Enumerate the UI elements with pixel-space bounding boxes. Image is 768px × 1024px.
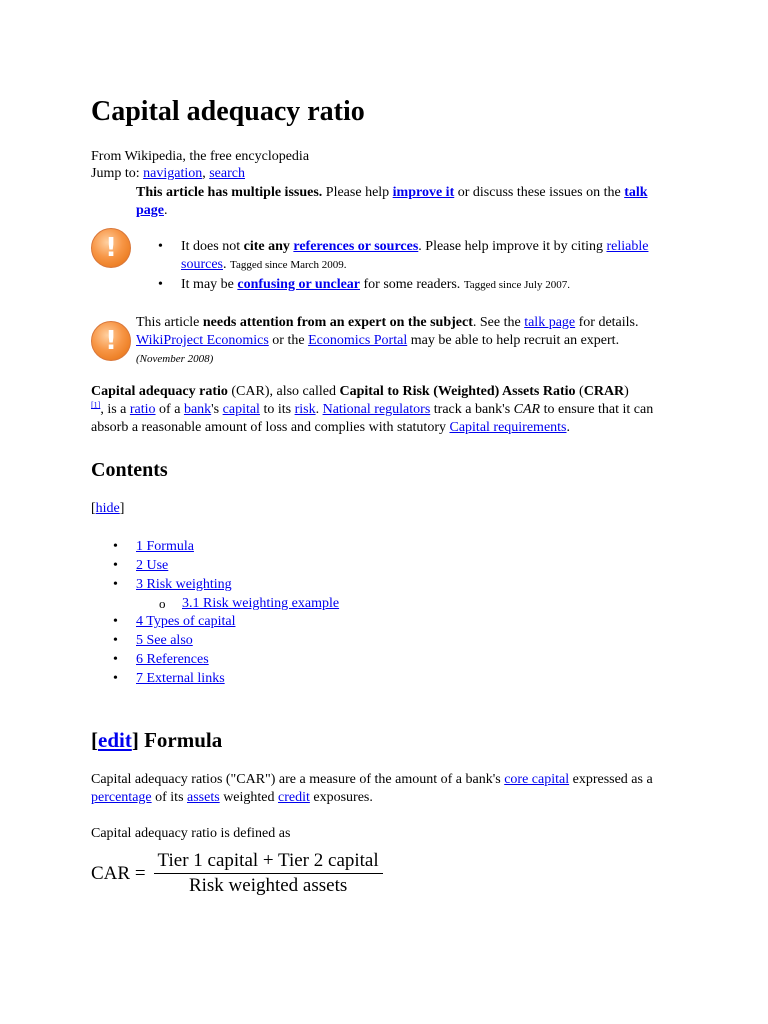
lead-text: ( bbox=[575, 384, 584, 399]
formula-text: of its bbox=[151, 790, 188, 805]
site-sub: From Wikipedia, the free encyclopedia bbox=[91, 149, 310, 164]
lead-text: 's bbox=[211, 402, 223, 417]
warning-icon: ! bbox=[91, 321, 131, 361]
list-item bbox=[136, 276, 681, 294]
lead-bold: CRAR bbox=[583, 384, 625, 399]
national-regulators-link[interactable]: National regulators bbox=[322, 402, 431, 417]
issue-text: . bbox=[223, 257, 230, 272]
expert-text: This article bbox=[136, 315, 203, 330]
reference-link[interactable]: [1] bbox=[91, 400, 101, 410]
economics-portal-link[interactable]: Economics Portal bbox=[308, 333, 408, 348]
toc-item bbox=[91, 576, 491, 595]
lead-text: , is a bbox=[100, 402, 130, 417]
expert-text: for details. bbox=[575, 315, 639, 330]
issues-text: . bbox=[164, 203, 168, 218]
toc-link-references[interactable]: 6 References bbox=[136, 652, 209, 667]
issue-text: It may be bbox=[181, 277, 238, 292]
car-formula bbox=[91, 852, 383, 895]
toc-subitem bbox=[91, 595, 491, 613]
percentage-link[interactable]: percentage bbox=[91, 790, 152, 805]
lead-text: . bbox=[566, 420, 571, 435]
lead-text: to its bbox=[259, 402, 295, 417]
expert-text: or the bbox=[268, 333, 309, 348]
capital-link[interactable]: capital bbox=[222, 402, 260, 417]
page-title: Capital adequacy ratio bbox=[91, 96, 365, 127]
expert-bold: needs attention from an expert on the subject bbox=[202, 315, 473, 330]
issue-tag: Tagged since March 2009. bbox=[230, 259, 347, 271]
table-of-contents bbox=[91, 538, 491, 689]
multiple-issues-notice bbox=[136, 184, 681, 220]
search-link[interactable]: search bbox=[209, 166, 245, 181]
expert-date: (November 2008) bbox=[136, 353, 214, 365]
formula-numerator: Tier 1 capital + Tier 2 capital bbox=[154, 852, 383, 874]
bracket: ] bbox=[119, 501, 125, 516]
issue-text: It does not bbox=[181, 239, 244, 254]
hide-toc-link[interactable]: hide bbox=[95, 501, 120, 516]
issue-text: for some readers. bbox=[360, 277, 464, 292]
toc-link-use[interactable]: 2 Use bbox=[136, 558, 169, 573]
core-capital-link[interactable]: core capital bbox=[504, 772, 570, 787]
warning-icon: ! bbox=[91, 228, 131, 268]
list-item bbox=[136, 238, 681, 274]
lead-text: ) bbox=[624, 384, 629, 399]
toc-item bbox=[91, 670, 491, 689]
lead-italic: CAR bbox=[513, 402, 541, 417]
lead-text: of a bbox=[155, 402, 184, 417]
issues-list bbox=[136, 238, 681, 296]
lead-bold: Capital to Risk (Weighted) Assets Ratio bbox=[339, 384, 576, 399]
wikiproject-link[interactable]: WikiProject Economics bbox=[136, 333, 269, 348]
toc-link-external-links[interactable]: 7 External links bbox=[136, 671, 225, 686]
risk-link[interactable]: risk bbox=[294, 402, 316, 417]
formula-text: weighted bbox=[219, 790, 279, 805]
formula-heading bbox=[91, 727, 222, 753]
reliable-sources-link[interactable]: reliable sources bbox=[181, 239, 649, 272]
issues-text: or discuss these issues on the bbox=[454, 185, 625, 200]
contents-heading: Contents bbox=[91, 459, 168, 481]
assets-link[interactable]: assets bbox=[187, 790, 220, 805]
toc-item bbox=[91, 538, 491, 557]
jump-sep: , bbox=[202, 166, 210, 181]
lead-text: to ensure that it can absorb a reasonable amount of loss and complies with statutory bbox=[91, 402, 654, 435]
bracket: [ bbox=[91, 501, 96, 516]
formula-text: exposures. bbox=[309, 790, 373, 805]
issue-text: . Please help improve it by citing bbox=[418, 239, 607, 254]
toc-link-types-of-capital[interactable]: 4 Types of capital bbox=[136, 614, 236, 629]
lead-text: (CAR), also called bbox=[227, 384, 340, 399]
lead-paragraph bbox=[91, 383, 681, 437]
toc-link-risk-weighting-example[interactable]: 3.1 Risk weighting example bbox=[182, 596, 340, 611]
issues-bold: This article has multiple issues. bbox=[136, 185, 323, 200]
navigation-link[interactable]: navigation bbox=[143, 166, 203, 181]
toc-item bbox=[91, 632, 491, 651]
confusing-link[interactable]: confusing or unclear bbox=[237, 277, 361, 292]
references-link[interactable]: references or sources bbox=[293, 239, 419, 254]
bracket: [ bbox=[91, 728, 98, 752]
expert-notice bbox=[136, 314, 681, 368]
issue-tag: Tagged since July 2007. bbox=[463, 279, 570, 291]
formula-paragraph bbox=[91, 771, 681, 807]
formula-denominator: Risk weighted assets bbox=[188, 875, 348, 896]
expert-text: may be able to help recruit an expert. bbox=[407, 333, 620, 348]
talk-page-link[interactable]: talk page bbox=[136, 185, 648, 218]
lead-text: track a bank's bbox=[430, 402, 514, 417]
formula-fraction bbox=[154, 852, 383, 895]
bank-link[interactable]: bank bbox=[183, 402, 212, 417]
lead-text: . bbox=[315, 402, 323, 417]
jump-to bbox=[91, 165, 245, 183]
expert-text: . See the bbox=[472, 315, 525, 330]
toc-item bbox=[91, 557, 491, 576]
capital-requirements-link[interactable]: Capital requirements bbox=[449, 420, 567, 435]
talk-page-link[interactable]: talk page bbox=[524, 315, 576, 330]
credit-link[interactable]: credit bbox=[278, 790, 310, 805]
toc-item bbox=[91, 651, 491, 670]
formula-text: expressed as a bbox=[569, 772, 653, 787]
improve-it-link[interactable]: improve it bbox=[392, 185, 455, 200]
toc-toggle bbox=[91, 500, 124, 518]
bracket: ] bbox=[131, 728, 139, 752]
issues-text: Please help bbox=[322, 185, 393, 200]
definition-text: Capital adequacy ratio is defined as bbox=[91, 826, 291, 841]
edit-link[interactable]: edit bbox=[98, 728, 132, 752]
formula-text: Capital adequacy ratios ("CAR") are a measure of the amount of a bank's bbox=[91, 772, 505, 787]
ratio-link[interactable]: ratio bbox=[129, 402, 156, 417]
jump-prefix: Jump to: bbox=[91, 166, 144, 181]
lead-bold: Capital adequacy ratio bbox=[91, 384, 228, 399]
toc-item bbox=[91, 613, 491, 632]
issue-bold: cite any bbox=[243, 239, 290, 254]
toc-link-see-also[interactable]: 5 See also bbox=[136, 633, 193, 648]
toc-link-formula[interactable]: 1 Formula bbox=[136, 539, 194, 554]
toc-link-risk-weighting[interactable]: 3 Risk weighting bbox=[136, 577, 232, 592]
formula-heading-text: Formula bbox=[138, 728, 223, 752]
formula-lhs: CAR = bbox=[91, 862, 146, 884]
